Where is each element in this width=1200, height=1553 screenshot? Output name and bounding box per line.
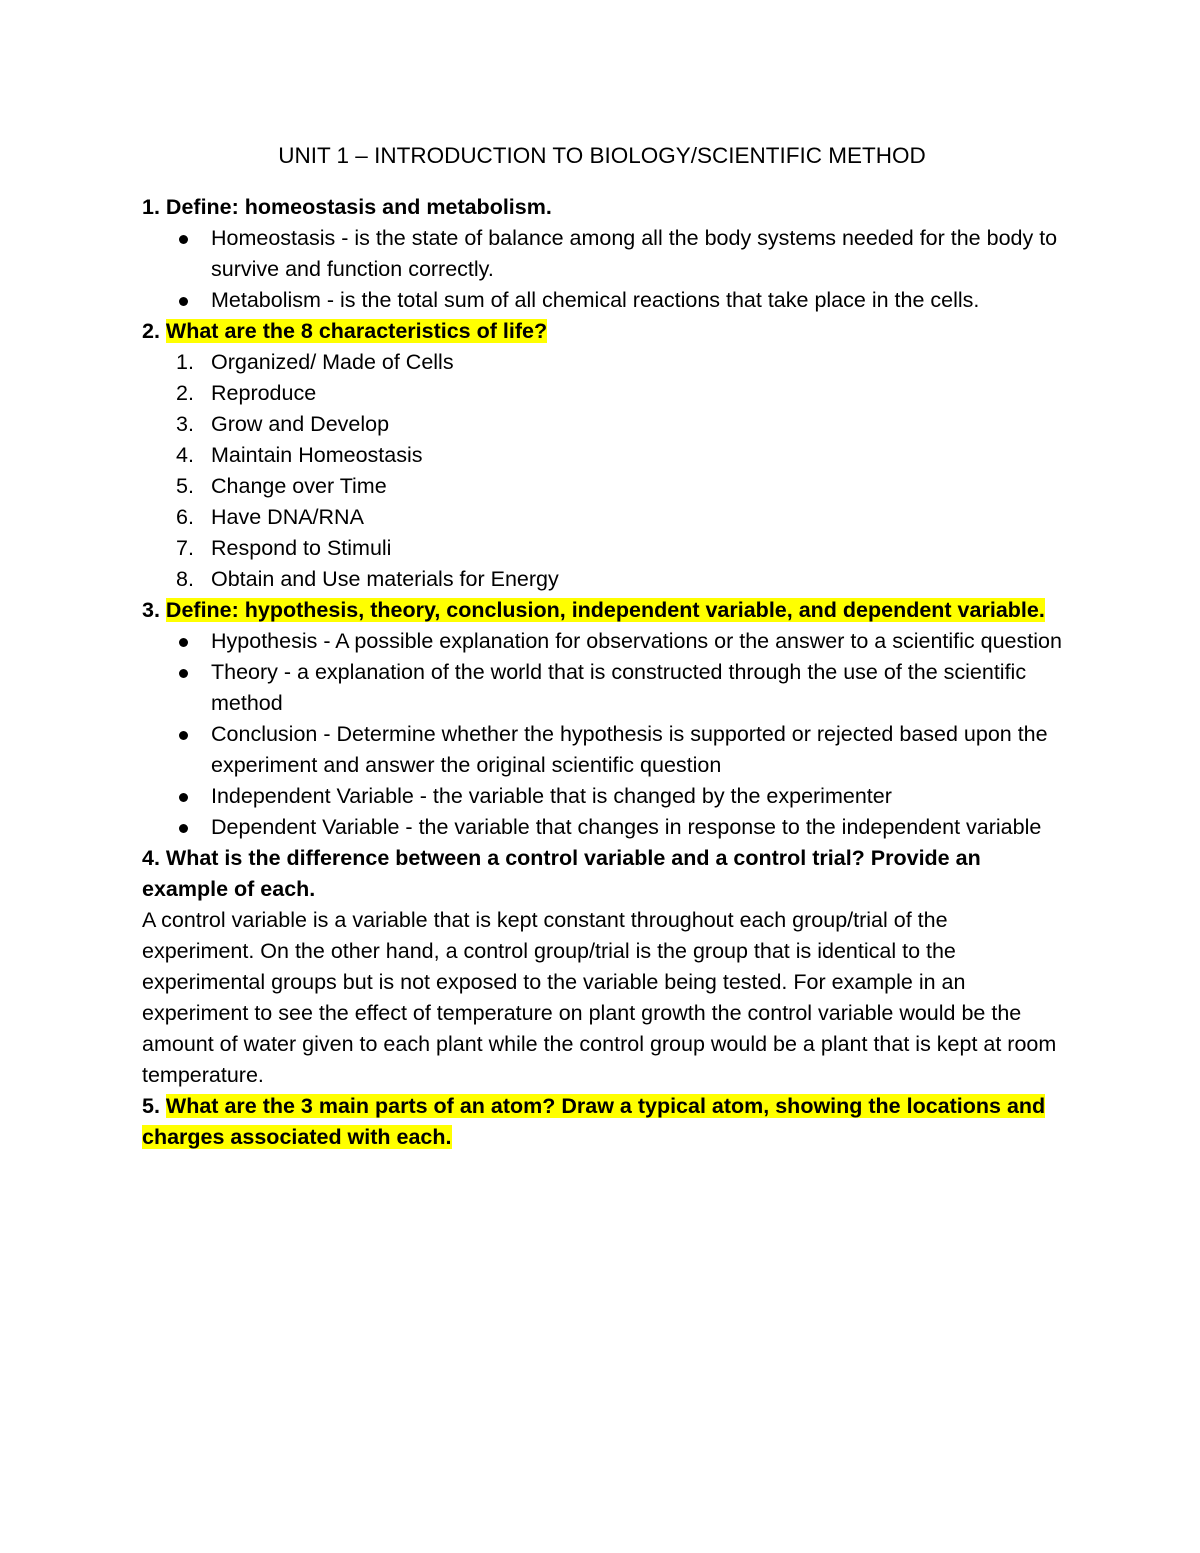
list-item-text: Respond to Stimuli	[211, 536, 392, 560]
bullet-icon	[179, 235, 188, 244]
list-item	[142, 812, 1062, 843]
list-number: 7.	[176, 536, 194, 560]
list-item-text: Have DNA/RNA	[211, 505, 364, 529]
list-item-text: Homeostasis - is the state of balance among all the body systems needed for the body to survive and function correctly.	[211, 226, 1058, 281]
bullet-icon	[179, 824, 188, 833]
bullet-icon	[179, 669, 188, 678]
question-2	[142, 316, 1062, 347]
list-item	[142, 657, 1062, 719]
list-item	[142, 533, 1062, 564]
bullet-icon	[179, 297, 188, 306]
question-1	[142, 192, 1062, 223]
question-3-text: Define: hypothesis, theory, conclusion, independent variable, and dependent variable.	[165, 598, 1045, 622]
question-1-answers	[142, 223, 1062, 316]
list-item-text: Maintain Homeostasis	[211, 443, 423, 467]
bullet-icon	[179, 793, 188, 802]
list-item	[142, 440, 1062, 471]
list-item-text: Hypothesis - A possible explanation for observations or the answer to a scientific question	[211, 629, 1062, 653]
question-3-number: 3.	[142, 598, 160, 622]
list-item	[142, 719, 1062, 781]
list-item-text: Organized/ Made of Cells	[211, 350, 454, 374]
list-item-text: Reproduce	[211, 381, 317, 405]
question-3	[142, 595, 1062, 626]
list-item	[142, 378, 1062, 409]
list-item	[142, 409, 1062, 440]
question-5	[142, 1091, 1062, 1153]
list-item	[142, 626, 1062, 657]
question-2-number: 2.	[142, 319, 160, 343]
document-title: UNIT 1 – INTRODUCTION TO BIOLOGY/SCIENTIFIC METHOD	[278, 143, 926, 168]
list-number: 5.	[176, 474, 194, 498]
question-2-answers	[142, 347, 1062, 595]
question-1-number: 1.	[142, 195, 160, 219]
list-item-text: Metabolism - is the total sum of all chemical reactions that take place in the cells.	[211, 288, 980, 312]
list-item	[142, 347, 1062, 378]
list-number: 3.	[176, 412, 194, 436]
question-5-number: 5.	[142, 1094, 160, 1118]
list-number: 4.	[176, 443, 194, 467]
question-3-answers	[142, 626, 1062, 843]
list-number: 8.	[176, 567, 194, 591]
list-item-text: Dependent Variable - the variable that changes in response to the independent variable	[211, 815, 1042, 839]
list-item-text: Independent Variable - the variable that is changed by the experimenter	[211, 784, 892, 808]
list-item	[142, 781, 1062, 812]
document-page	[142, 140, 1062, 1153]
list-item	[142, 502, 1062, 533]
list-item	[142, 471, 1062, 502]
list-item	[142, 285, 1062, 316]
bullet-icon	[179, 731, 188, 740]
question-4: 4. What is the difference between a control variable and a control trial? Provide an example of each.	[142, 846, 981, 901]
bullet-icon	[179, 638, 188, 647]
list-item-text: Theory - a explanation of the world that is constructed through the use of the scientific method	[211, 660, 1027, 715]
list-item-text: Obtain and Use materials for Energy	[211, 567, 559, 591]
question-1-text: Define: homeostasis and metabolism.	[165, 195, 552, 219]
question-4-answer: A control variable is a variable that is kept constant throughout each group/trial of the experiment. On the other hand, a control group/trial is the group that is identical to the experimental groups but is not exposed to the variable being tested. For example in an experiment to see the effect of temperature on plant growth the control variable would be the amount of water given to each plant while the control group would be a plant that is kept at room temperature.	[142, 908, 1057, 1087]
question-5-text: What are the 3 main parts of an atom? Draw a typical atom, showing the locations and charges associated with each.	[142, 1094, 1046, 1149]
list-number: 2.	[176, 381, 194, 405]
list-item-text: Grow and Develop	[211, 412, 390, 436]
list-number: 6.	[176, 505, 194, 529]
list-item	[142, 223, 1062, 285]
list-number: 1.	[176, 350, 194, 374]
list-item-text: Change over Time	[211, 474, 387, 498]
list-item	[142, 564, 1062, 595]
list-item-text: Conclusion - Determine whether the hypothesis is supported or rejected based upon the experiment and answer the original scientific question	[211, 722, 1048, 777]
question-2-text: What are the 8 characteristics of life?	[165, 319, 548, 343]
